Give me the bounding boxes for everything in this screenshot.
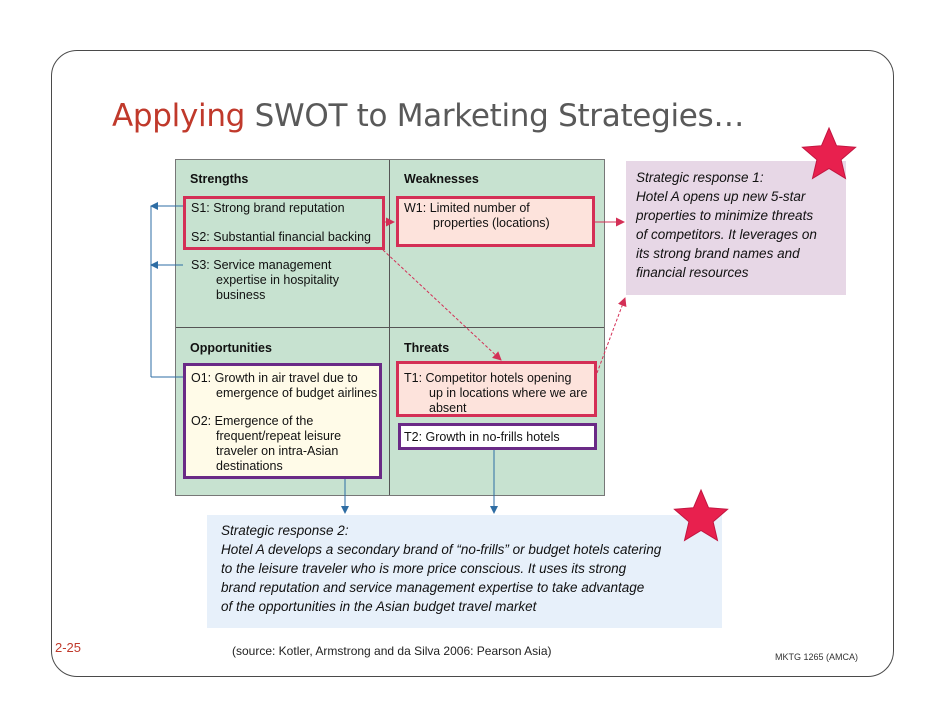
weakness-w1-line2: properties (locations): [433, 216, 550, 230]
weakness-w1-line1: W1: Limited number of: [404, 201, 530, 215]
strengths-heading: Strengths: [190, 172, 249, 186]
red-arrow-t1-to-response1: [597, 298, 625, 373]
red-arrow-s-to-t1: [383, 250, 501, 360]
opportunity-o2-line4: destinations: [216, 459, 283, 473]
star-icon-response2: [674, 490, 727, 540]
response1-line1: Strategic response 1:: [636, 170, 764, 185]
strength-s1: S1: Strong brand reputation: [191, 201, 345, 215]
threat-t1-line1: T1: Competitor hotels opening: [404, 371, 572, 385]
weaknesses-heading: Weaknesses: [404, 172, 479, 186]
opportunity-o2-line2: frequent/repeat leisure: [216, 429, 342, 443]
response1-line3: properties to minimize threats: [636, 208, 814, 223]
threat-t1-line2: up in locations where we are: [429, 386, 588, 400]
title-rest: SWOT to Marketing Strategies…: [245, 98, 745, 134]
strength-s3-line3: business: [216, 288, 266, 302]
opportunity-o2-line1: O2: Emergence of the: [191, 414, 314, 428]
source-citation: (source: Kotler, Armstrong and da Silva 2006: Pearson Asia): [232, 644, 552, 658]
threat-t2: T2: Growth in no-frills hotels: [404, 430, 560, 444]
response2-line5: of the opportunities in the Asian budget travel market: [221, 599, 537, 614]
opportunity-o2-line3: traveler on intra-Asian: [216, 444, 339, 458]
strength-s2: S2: Substantial financial backing: [191, 230, 371, 244]
title-accent: Applying: [112, 98, 246, 134]
opportunities-heading: Opportunities: [190, 341, 272, 355]
response1-line2: Hotel A opens up new 5-star: [636, 189, 806, 204]
course-footer: MKTG 1265 (AMCA): [775, 652, 859, 662]
opportunity-o1-line1: O1: Growth in air travel due to: [191, 371, 358, 385]
star-icon-response1: [802, 128, 855, 178]
response2-line2: Hotel A develops a secondary brand of “no-frills” or budget hotels catering: [221, 542, 662, 557]
response2-line4: brand reputation and service management expertise to take advantage: [221, 580, 645, 595]
response2-line3: to the leisure traveler who is more price conscious. It uses its strong: [221, 561, 627, 576]
page-number: 2-25: [55, 640, 82, 655]
threat-t1-line3: absent: [429, 401, 467, 415]
response1-line6: financial resources: [636, 265, 749, 280]
opportunity-o1-line2: emergence of budget airlines: [216, 386, 378, 400]
strength-s3-line2: expertise in hospitality: [216, 273, 339, 287]
response2-line1: Strategic response 2:: [221, 523, 349, 538]
response1-line4: of competitors. It leverages on: [636, 227, 817, 242]
threats-heading: Threats: [404, 341, 450, 355]
response1-line5: its strong brand names and: [636, 246, 800, 261]
strength-s3-line1: S3: Service management: [191, 258, 332, 272]
